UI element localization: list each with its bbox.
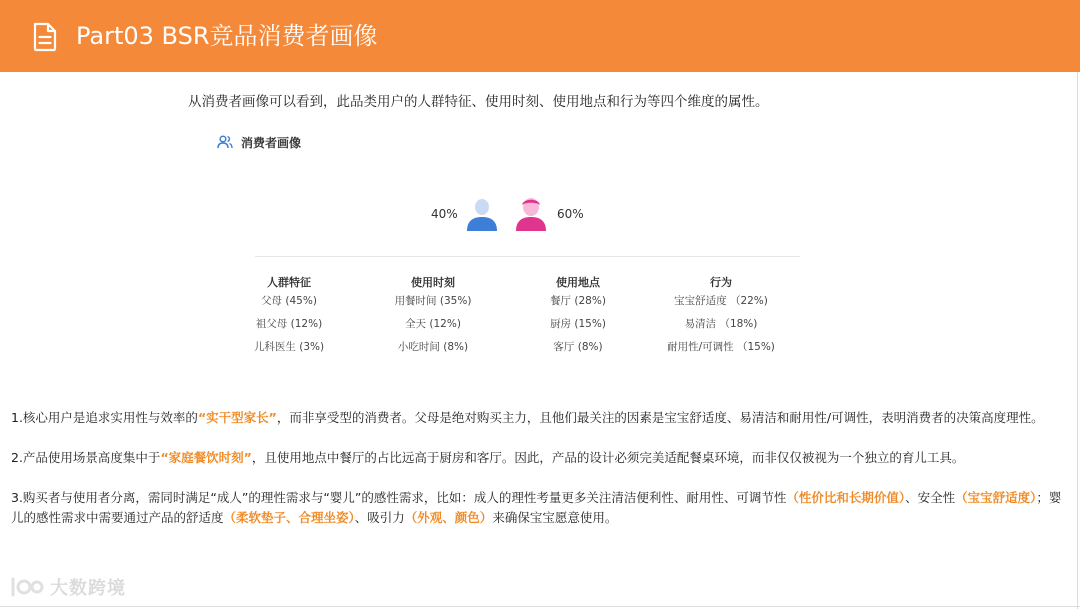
column-header: 人群特征 — [267, 276, 311, 289]
column-item: 儿科医生 (3%) — [253, 341, 325, 353]
paragraph-highlight: “家庭餐饮时刻” — [160, 450, 252, 465]
intro-text: 从消费者画像可以看到，此品类用户的人群特征、使用时刻、使用地点和行为等四个维度的属性。 — [188, 94, 769, 110]
column-item: 厨房 (15%) — [550, 318, 606, 330]
watermark — [10, 574, 126, 600]
frame-right-border — [1077, 72, 1078, 609]
paragraph-text: 、吸引力 — [354, 510, 405, 525]
male-percent: 40% — [431, 207, 458, 221]
paragraph-text: 来确保宝宝愿意使用。 — [492, 510, 618, 525]
column-item: 用餐时间 (35%) — [394, 295, 472, 307]
column-item: 父母 (45%) — [261, 295, 317, 307]
column-header: 行为 — [710, 276, 732, 289]
column-item: 易清洁 （18%) — [684, 318, 758, 330]
column-item: 小吃时间 (8%) — [397, 341, 469, 353]
column-item: 祖父母 (12%) — [255, 318, 323, 330]
paragraph-text: 1.核心用户是追求实用性与效率的 — [11, 410, 198, 425]
column-item: 客厅 (8%) — [553, 341, 603, 353]
paragraph-text: ，而非享受型的消费者。父母是绝对购买主力，且他们最关注的因素是宝宝舒适度、易清洁和耐用性/可调性，表明消费者的决策高度理性。 — [276, 410, 1044, 425]
card-title: 消费者画像 — [241, 135, 302, 150]
paragraph-text: 、安全性 — [905, 490, 956, 505]
column-item: 餐厅 (28%) — [550, 295, 606, 307]
frame-bottom-border — [0, 606, 1080, 607]
document-icon — [32, 22, 58, 52]
paragraph-2 — [11, 448, 1071, 468]
column-usage-time — [363, 276, 503, 359]
paragraph-3 — [11, 488, 1071, 528]
paragraph-highlight: （宝宝舒适度） — [955, 490, 1037, 505]
paragraph-1 — [11, 408, 1071, 428]
column-usage-location — [508, 276, 648, 359]
column-header: 使用地点 — [556, 276, 600, 289]
page-title: Part03 BSR竞品消费者画像 — [76, 22, 378, 50]
header-bar — [0, 0, 1080, 72]
card-header — [217, 132, 301, 152]
divider — [255, 256, 800, 257]
male-user-icon — [464, 196, 500, 232]
paragraph-highlight: （外观、颜色） — [404, 510, 493, 525]
paragraph-text: ，且使用地点中餐厅的占比远高于厨房和客厅。因此，产品的设计必须完美适配餐桌环境，而非仅仅被视为一个独立的育儿工具。 — [251, 450, 965, 465]
column-item: 全天 (12%) — [405, 318, 461, 330]
paragraph-text: 2.产品使用场景高度集中于 — [11, 450, 161, 465]
paragraph-highlight: “实干型家长” — [197, 410, 277, 425]
paragraph-text: ；婴儿的感性需求中需要通过产品的舒适度 — [11, 490, 1062, 525]
paragraph-highlight: （柔软垫子、合理坐姿） — [223, 510, 355, 525]
paragraph-text: 3.购买者与使用者分离，需同时满足“成人”的理性需求与“婴儿”的感性需求，比如：成人的理性考量更多关注清洁便利性、耐用性、可调节性 — [11, 490, 787, 505]
female-user-icon — [513, 196, 549, 232]
watermark-text: 大数跨境 — [50, 578, 126, 599]
column-behavior — [651, 276, 791, 359]
female-percent: 60% — [557, 207, 584, 221]
users-icon — [217, 135, 233, 149]
watermark-logo-icon — [10, 575, 44, 599]
column-demographics — [219, 276, 359, 359]
paragraph-highlight: （性价比和长期价值） — [786, 490, 906, 505]
column-item: 宝宝舒适度 （22%) — [674, 295, 768, 307]
column-item: 耐用性/可调性 （15%) — [667, 341, 775, 353]
column-header: 使用时刻 — [411, 276, 455, 289]
